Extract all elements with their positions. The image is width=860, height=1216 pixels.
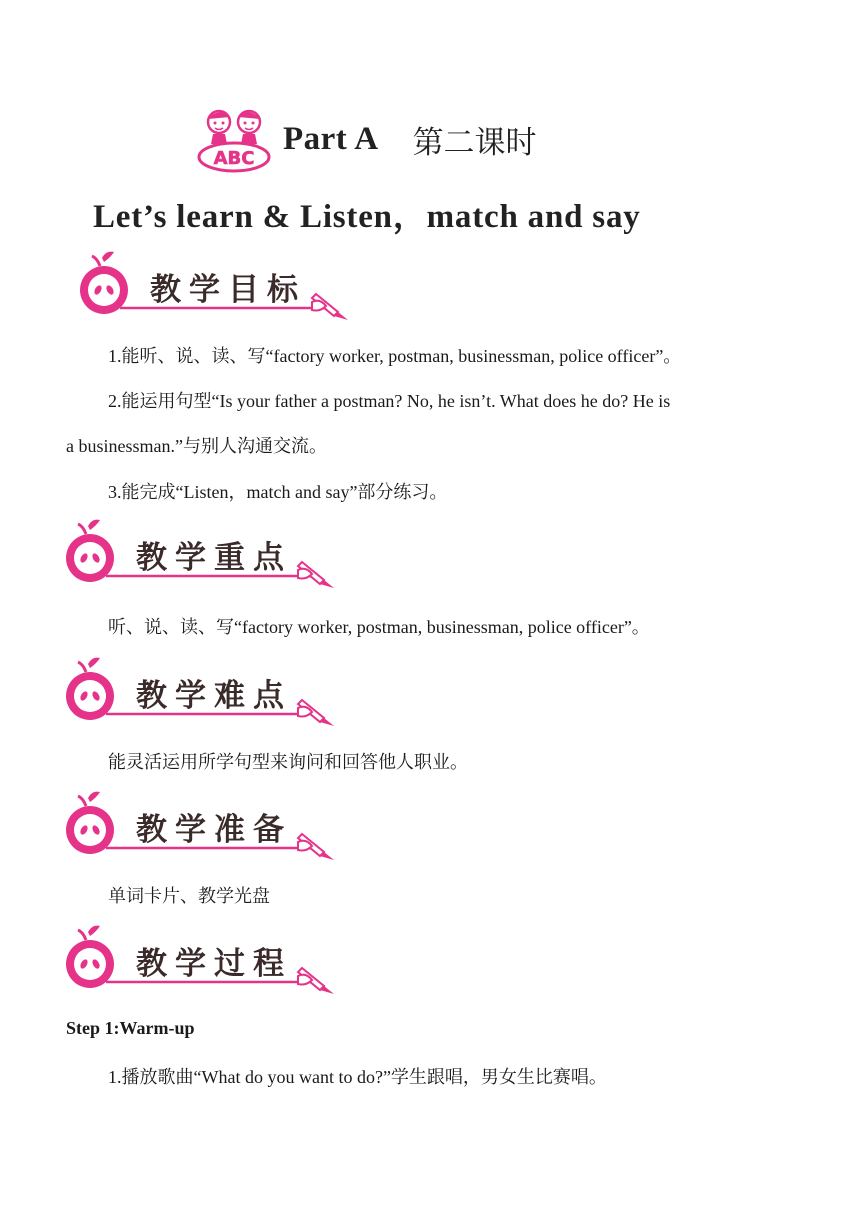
objective-item-2: 2.能运用句型“Is your father a postman? No, he isn’t. What does he do? He is [108,391,671,411]
section-difficulties [62,656,342,728]
title-row [195,103,537,175]
title-lesson: 第二课时 [412,124,537,161]
section-label-difficulties: 教学难点 [136,678,292,714]
title-part: Part A [283,120,379,157]
preparation-text: 单词卡片、教学光盘 [108,886,270,906]
section-objectives [76,250,356,322]
difficulties-text: 能灵活运用所学句型来询问和回答他人职业。 [108,752,468,772]
section-label-key-points: 教学重点 [136,540,292,576]
pencil-hand-icon [298,834,334,860]
step-1-title: Step 1:Warm-up [66,1018,195,1038]
section-label-preparation: 教学准备 [136,812,292,848]
objective-item-1: 1.能听、说、读、写“factory worker, postman, businessman, police officer”。 [108,346,682,366]
pencil-hand-icon [298,562,334,588]
pencil-hand-icon [312,294,348,320]
section-label-process: 教学过程 [136,946,292,982]
abc-kids-logo [195,104,273,174]
pencil-hand-icon [298,700,334,726]
objective-item-2-cont: a businessman.”与别人沟通交流。 [66,436,327,456]
key-points-text: 听、说、读、写“factory worker, postman, businessman, police officer”。 [108,617,650,637]
objective-item-3: 3.能完成“Listen，match and say”部分练习。 [108,482,448,502]
svg-text:ABC: ABC [213,148,255,169]
lesson-subtitle: Let’s learn & Listen，match and say [93,199,641,235]
section-label-objectives: 教学目标 [150,272,306,308]
section-process [62,924,342,996]
pencil-hand-icon [298,968,334,994]
step-1-item-1: 1.播放歌曲“What do you want to do?”学生跟唱，男女生比赛唱。 [108,1067,607,1087]
section-preparation [62,790,342,862]
section-key-points [62,518,342,590]
